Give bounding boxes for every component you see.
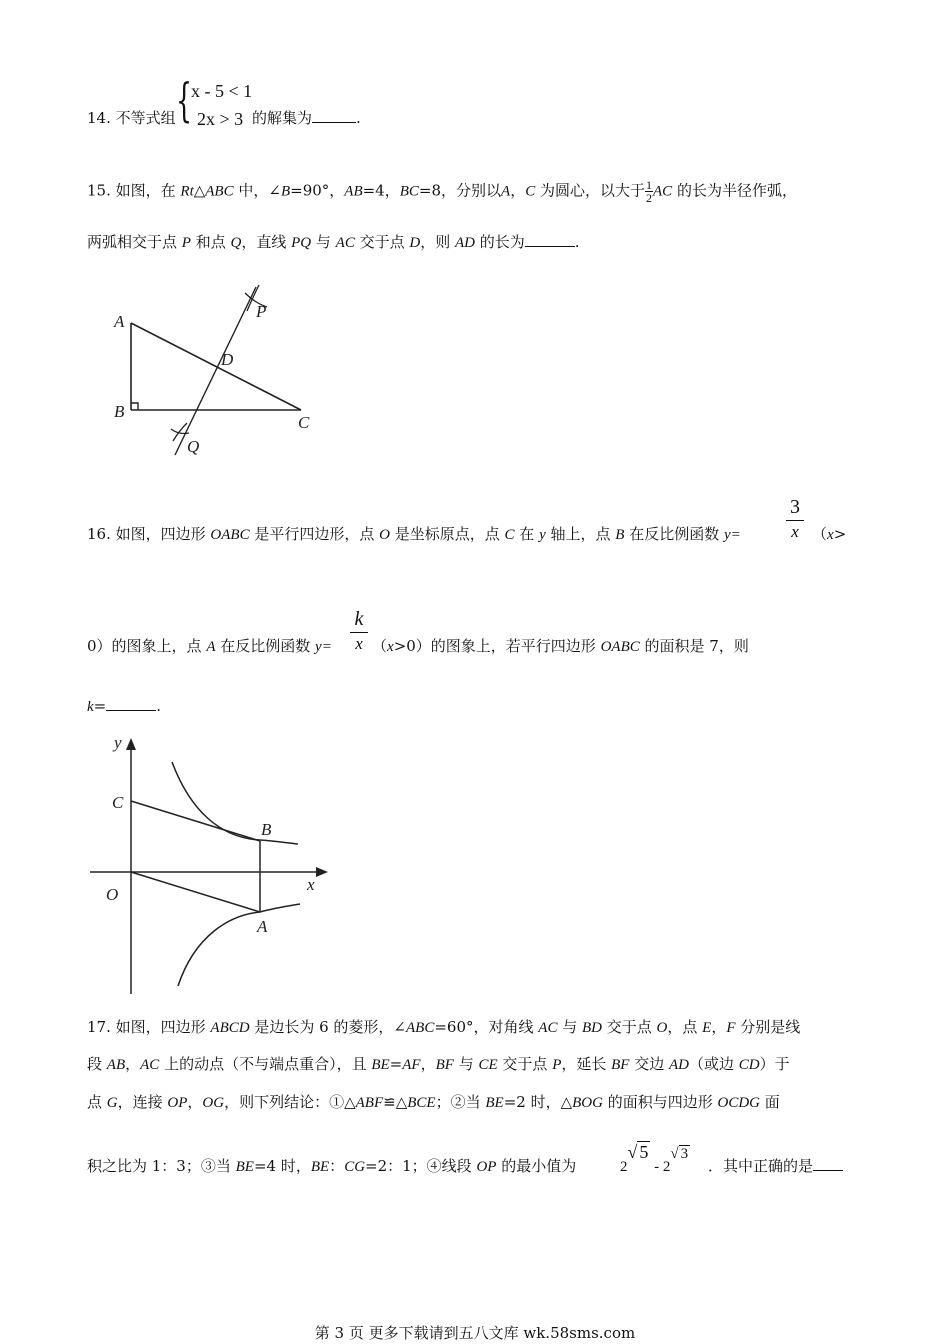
q14-tail-text: 的解集为 [252, 109, 313, 127]
q15-right-angle-mark [131, 403, 138, 410]
q17-l4-5: CG [344, 1159, 366, 1175]
q16-c1: k [87, 699, 94, 715]
q16-b1: 0）的图象上，点 [87, 637, 207, 655]
q17-l2-6: = [389, 1055, 403, 1073]
q16-seg-cb [131, 801, 260, 841]
q17-l1-6: 与 [557, 1018, 582, 1036]
q16-curve-lower [178, 904, 300, 986]
q17-sqrt-5: √ 5 [627, 1142, 649, 1162]
q17-tail-text: ．其中正确的是 [708, 1157, 814, 1175]
q15-figure [105, 283, 345, 463]
q15-u12: AD [455, 235, 476, 251]
q15-line2 [87, 231, 580, 252]
q17-answer-blank[interactable] [813, 1158, 843, 1171]
q17-l2-7: AF [402, 1057, 421, 1073]
q15-u10: D [409, 235, 421, 251]
q17-l1-14: 分别是线 [735, 1018, 801, 1036]
q17-l3-9: BCE [407, 1095, 436, 1111]
q17-l4-0: 积之比为 1：3；③当 [87, 1157, 236, 1175]
q14-line2 [197, 109, 243, 130]
q17-l2-18: （或边 [689, 1055, 739, 1073]
q16-frac1-den: x [791, 522, 799, 541]
q16-label-c: C [112, 793, 124, 812]
q17-l4-4: ： [329, 1157, 345, 1175]
q16-label-b: B [261, 820, 272, 839]
q16-line2-tail [372, 635, 749, 656]
q17-l2-13: P [552, 1057, 562, 1073]
q17-tail [708, 1155, 843, 1176]
q15-u11: ，则 [420, 233, 456, 251]
q15-u9: 交于点 [354, 233, 410, 251]
q16-label-x: x [307, 875, 315, 894]
q15-t4: B [280, 183, 291, 200]
q17-radicand-3: 3 [680, 1146, 689, 1162]
q17-l3-2: ，连接 [117, 1093, 168, 1111]
q17-l3-1: G [106, 1095, 118, 1111]
q15-half-num: 1 [646, 178, 653, 192]
q15-half-den: 2 [646, 191, 653, 205]
q16-y-arrow [126, 738, 136, 750]
q17-l2-14: ，延长 [561, 1055, 612, 1073]
q15-label-p: P [256, 302, 267, 321]
q17-l1-11: E [702, 1020, 712, 1036]
q17-l1-8: 交于点 [602, 1018, 657, 1036]
q16-x-arrow [316, 867, 328, 877]
q17-l1-7: BD [582, 1020, 602, 1036]
q17-l1-10: ，点 [667, 1018, 703, 1036]
q16-a1: 16. 如图，四边形 [87, 525, 211, 543]
q17-line3 [87, 1091, 780, 1112]
q15-t5: =90°， [290, 181, 345, 200]
q16-b3: 在反比例函数 [215, 637, 316, 655]
q16-a14: x [827, 527, 834, 543]
q15-u8: AC [335, 235, 355, 251]
q15-u4: Q [230, 235, 242, 251]
q17-radicand-5: 5 [639, 1142, 649, 1162]
q17-l3-0: 点 [87, 1093, 107, 1111]
q16-label-y: y [114, 733, 122, 752]
q17-l2-3: AC [140, 1057, 160, 1073]
q16-answer-blank[interactable] [106, 698, 156, 711]
q16-a12: y= [724, 527, 741, 543]
q16-label-a: A [257, 917, 268, 936]
q16-line2 [87, 635, 332, 656]
q17-l3-4: ， [187, 1093, 203, 1111]
q14-number-lead [87, 107, 176, 128]
q15-line-pq [175, 287, 256, 455]
q16-b4: y= [315, 639, 332, 655]
q17-l4-1: BE [235, 1159, 254, 1175]
q17-l1-5: AC [538, 1020, 558, 1036]
q16-a9: 轴上，点 [545, 525, 616, 543]
q15-u1: 两弧相交于点 [87, 233, 182, 251]
q17-l4-8: 的最小值为 [496, 1157, 577, 1175]
q14-ineq-2: 2x > 3 [197, 109, 244, 129]
q17-l4-6: =2：1；④线段 [365, 1157, 477, 1175]
q16-curve-upper [172, 762, 298, 844]
q15-t9: =8，分别以 [418, 181, 502, 200]
q17-l3-10: ；②当 [435, 1093, 486, 1111]
q17-l1-1: ABCD [210, 1020, 250, 1036]
q17-coef-1: 2 [620, 1159, 628, 1175]
q15-line1 [87, 179, 797, 204]
q17-l2-10: 与 [453, 1055, 479, 1073]
q16-c3: . [156, 697, 162, 715]
q17-l2-4: 上的动点（不与端点重合），且 [159, 1055, 372, 1073]
q17-l2-17: AD [669, 1057, 690, 1073]
q14-ineq-1: x - 5 < 1 [191, 81, 253, 101]
q16-b8: OABC [600, 639, 640, 655]
q15-u5: ，直线 [241, 233, 292, 251]
q14-lead: 不等式组 [115, 109, 176, 127]
q17-sqrt-expression [620, 1142, 690, 1175]
q17-l2-19: CD [738, 1057, 760, 1073]
q16-frac1-bar [786, 520, 804, 521]
q17-l1-2: 是边长为 6 的菱形，∠ [249, 1018, 406, 1036]
q15-label-d: D [221, 350, 234, 369]
q15-seg-ac [131, 323, 301, 410]
q17-coef-2: 2 [662, 1159, 671, 1175]
q17-l1-12: ， [711, 1018, 727, 1036]
q17-l1-0: 17. 如图，四边形 [87, 1018, 211, 1036]
q15-t13: 为圆心，以大于 [535, 181, 646, 200]
q15-t1: 15. 如图，在 [87, 181, 181, 200]
q15-u13: 的长为 [475, 233, 525, 251]
q15-label-q: Q [187, 437, 200, 456]
q16-label-o: O [106, 885, 119, 904]
q16-b7: >0）的图象上，若平行四边形 [393, 637, 601, 655]
q14-tail [252, 107, 361, 128]
q17-l4-7: OP [476, 1159, 497, 1175]
q15-label-c: C [298, 413, 310, 432]
q15-t6: AB [344, 183, 363, 200]
q17-l2-15: BF [611, 1057, 630, 1073]
q17-l3-16: 面 [760, 1093, 780, 1111]
q16-a15: > [833, 525, 847, 543]
q17-l3-12: =2 时，△ [503, 1093, 573, 1111]
q15-t10: A [501, 183, 511, 200]
q16-frac2-den: x [355, 634, 363, 653]
q14-end: . [356, 109, 361, 127]
q17-sqrt-3: √ 3 [670, 1146, 689, 1162]
q17-l4-3: BE [310, 1159, 330, 1175]
q17-line4 [87, 1155, 576, 1176]
q16-fraction-1 [786, 496, 804, 541]
q17-minus: - [650, 1159, 663, 1175]
q15-t15: 的长为半径作弧， [672, 181, 797, 200]
q16-a2: OABC [210, 527, 250, 543]
q16-b5: （ [372, 637, 388, 655]
q16-line1-tail [812, 523, 846, 544]
q16-seg-oa [131, 872, 260, 912]
q16-b6: x [387, 639, 394, 655]
q15-t3: 中，∠ [233, 181, 281, 200]
q14-brace: { [176, 73, 193, 127]
q17-line2 [87, 1053, 790, 1074]
q15-label-a: A [114, 312, 125, 331]
q16-frac2-num: k [354, 608, 364, 630]
q16-a6: C [504, 527, 515, 543]
q16-a4: O [379, 527, 390, 543]
q16-c2: = [93, 697, 107, 715]
q17-l2-11: CE [478, 1057, 498, 1073]
q17-l3-8: ≌△ [383, 1093, 408, 1111]
q17-l2-12: 交于点 [497, 1055, 553, 1073]
q16-a8: y [539, 527, 546, 543]
q17-l1-13: F [726, 1020, 736, 1036]
q16-b2: A [206, 639, 216, 655]
q17-l2-1: AB [106, 1057, 126, 1073]
q17-l2-16: 交边 [629, 1055, 670, 1073]
q17-l3-6: ，则下列结论：①△ [224, 1093, 356, 1111]
q15-t11: ， [510, 181, 526, 200]
q17-l3-7: ABF [355, 1095, 384, 1111]
q15-u2: P [181, 235, 191, 251]
q15-t14: AC [653, 183, 673, 200]
q17-l2-20: ）于 [759, 1055, 790, 1073]
q16-a7: 在 [514, 525, 540, 543]
q14-line1 [191, 81, 252, 102]
q17-l4-2: =4 时， [253, 1157, 311, 1175]
q17-l3-13: BOG [572, 1095, 603, 1111]
q16-line1 [87, 523, 741, 544]
q16-a5: 是坐标原点，点 [389, 525, 505, 543]
q16-frac2-bar [350, 632, 368, 633]
q15-t8: BC [399, 183, 419, 200]
q16-a13: （ [812, 525, 828, 543]
q16-figure [80, 730, 340, 1000]
q14-answer-blank[interactable] [312, 110, 356, 123]
q17-l1-4: =60°，对角线 [434, 1018, 539, 1036]
q17-l1-9: O [656, 1020, 668, 1036]
q17-l3-14: 的面积与四边形 [602, 1093, 718, 1111]
q17-l3-11: BE [485, 1095, 504, 1111]
q15-t7: =4， [362, 181, 400, 200]
q16-line3 [87, 697, 161, 716]
q17-l3-5: OG [202, 1095, 225, 1111]
q15-u7: 与 [311, 233, 336, 251]
q16-frac1-num: 3 [790, 496, 800, 518]
q15-u6: PQ [291, 235, 312, 251]
q16-fraction-2 [350, 608, 368, 653]
q15-u14: . [574, 233, 580, 251]
q16-a11: 在反比例函数 [624, 525, 725, 543]
q15-u3: 和点 [190, 233, 231, 251]
q15-answer-blank[interactable] [525, 234, 575, 247]
q15-half-fraction [645, 179, 653, 204]
q16-a10: B [615, 527, 625, 543]
q17-l2-9: BF [435, 1057, 454, 1073]
q17-l2-5: BE [371, 1057, 390, 1073]
q16-b9: 的面积是 7，则 [639, 637, 749, 655]
q17-l3-15: OCDG [717, 1095, 761, 1111]
q15-t2: Rt△ABC [180, 183, 234, 200]
q17-l2-2: ， [125, 1055, 141, 1073]
q17-l2-8: ， [420, 1055, 436, 1073]
q14-num: 14. [87, 109, 116, 127]
q17-l1-3: ABC [406, 1020, 435, 1036]
q16-a3: 是平行四边形，点 [249, 525, 380, 543]
q17-l2-0: 段 [87, 1055, 107, 1073]
page-footer: 第 3 页 更多下载请到五八文库 wk.58sms.com [314, 1324, 636, 1342]
q15-label-b: B [114, 402, 125, 421]
q17-l3-3: OP [167, 1095, 188, 1111]
q15-t12: C [525, 183, 536, 200]
q17-line1 [87, 1016, 800, 1037]
